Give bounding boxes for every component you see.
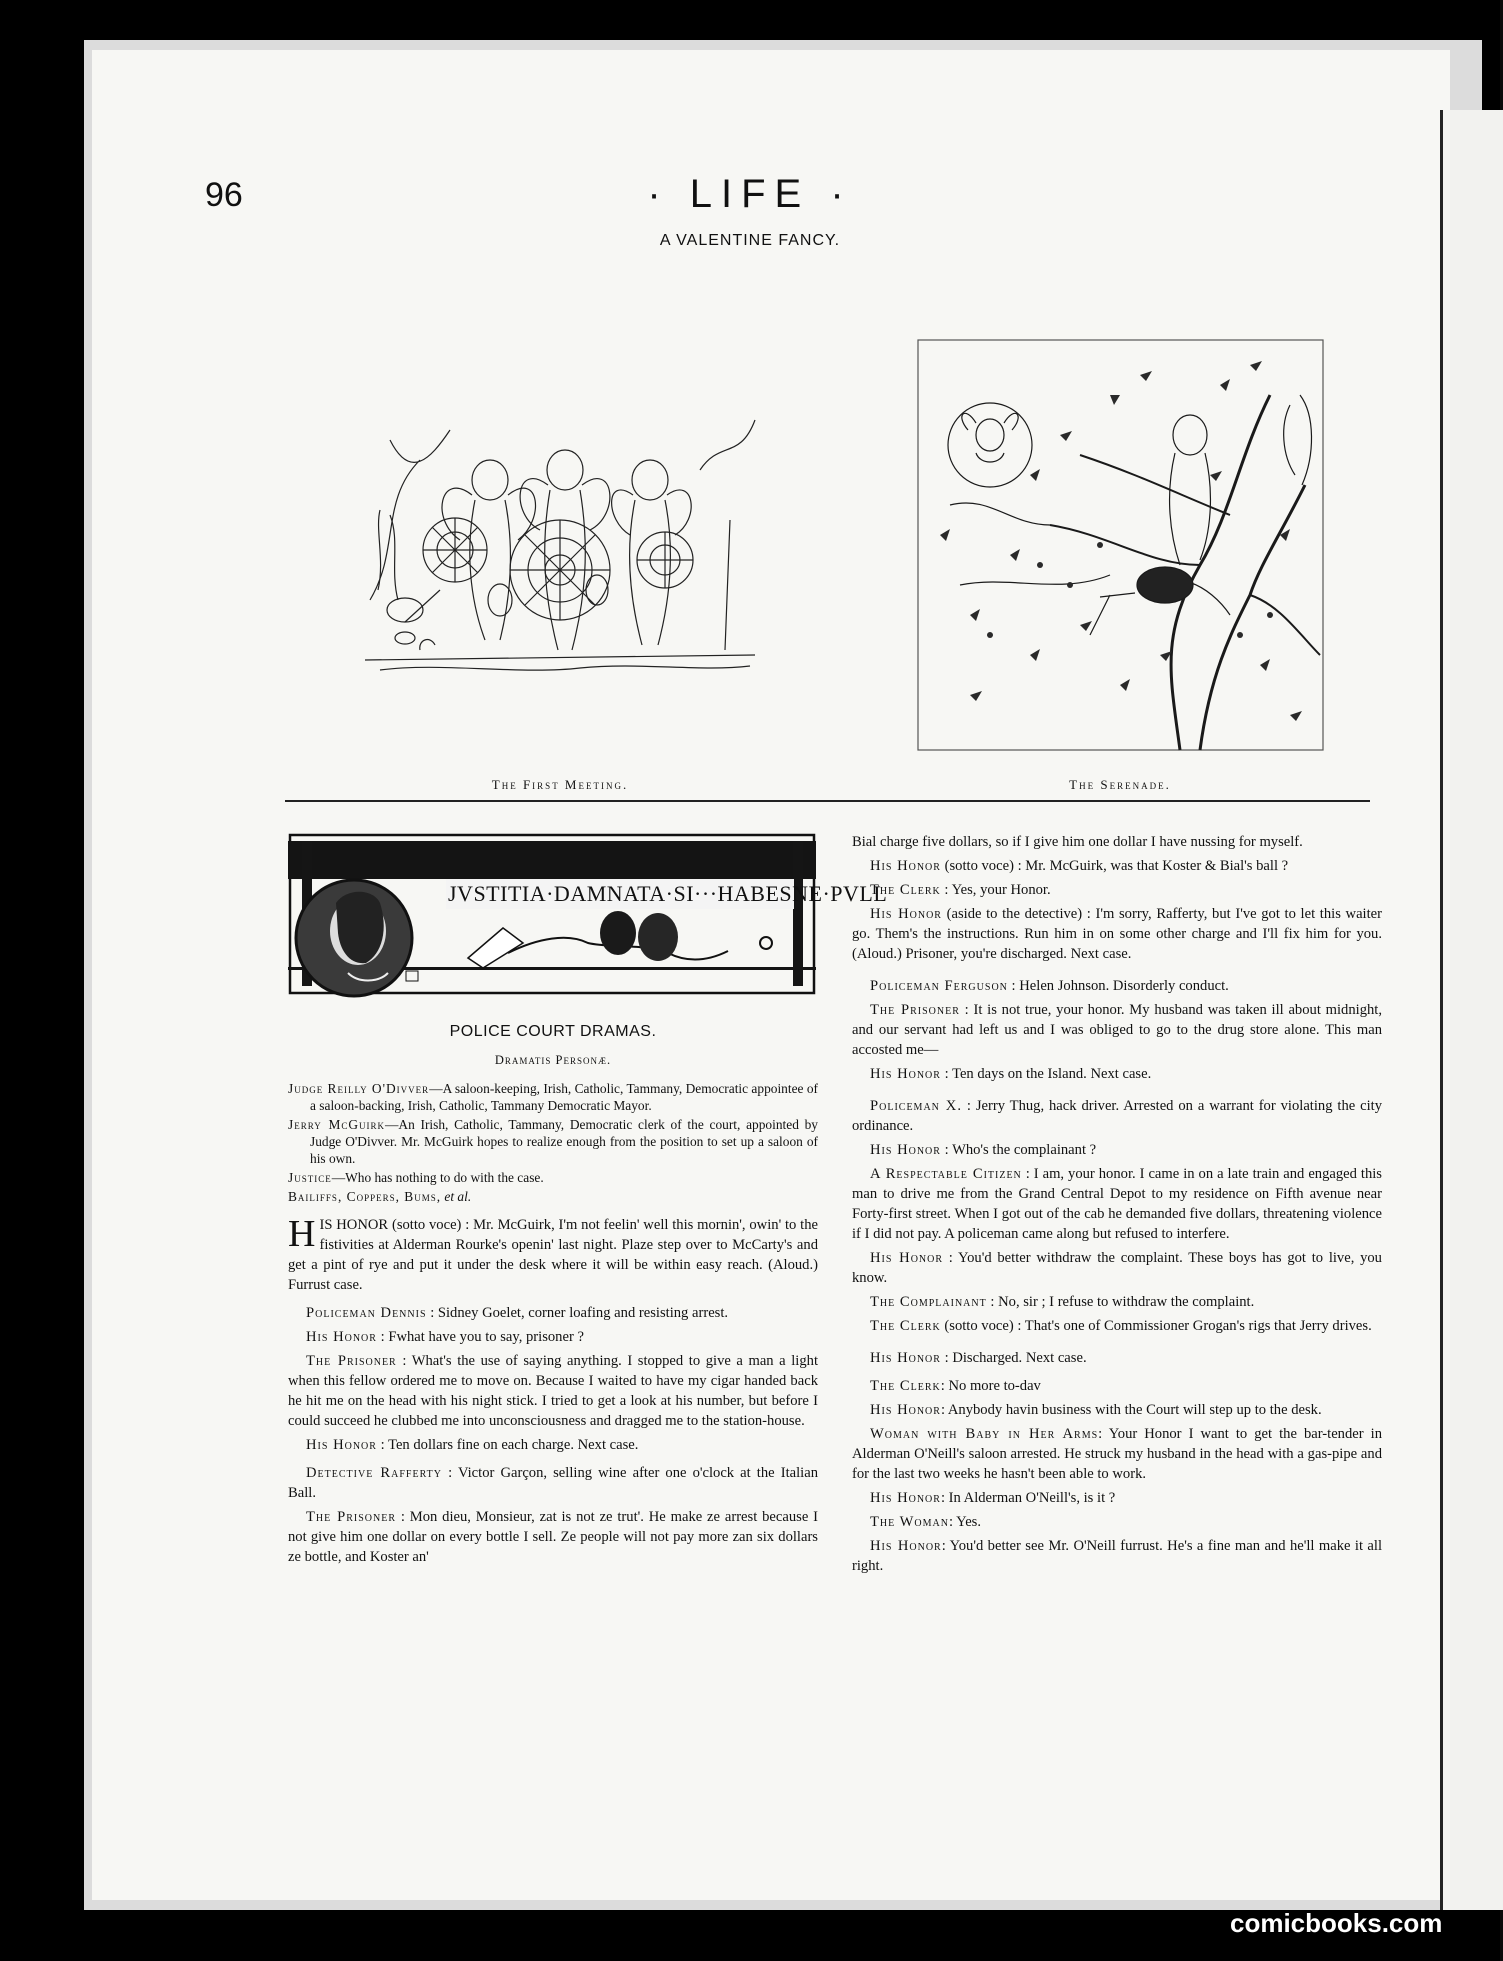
- dialogue-line: His Honor : You'd better withdraw the complaint. These boys has got to live, you know.: [852, 1250, 1382, 1286]
- dialogue-line: His Honor : Discharged. Next case.: [870, 1350, 1087, 1366]
- dramatis-personae-heading: Dramatis Personæ.: [494, 1053, 612, 1067]
- dialogue-line: His Honor: Anybody havin business with the Court will step up to the desk.: [870, 1402, 1322, 1418]
- dialogue-line: His Honor : Ten dollars fine on each charge. Next case.: [306, 1437, 639, 1453]
- illustration-first-meeting: [360, 400, 760, 715]
- dialogue-line: A Respectable Citizen : I am, your honor. I came in on a late train and engaged this man to drive me from the Grand Central Depot to my residence on Fifth avenue near Forty-first street. When I got out of the cab he demanded five dollars, threatening violence if I did not pay. A policeman came along but refused to interfere.: [852, 1166, 1382, 1242]
- dialogue-line: HIS HONOR (sotto voce) : Mr. McGuirk, I'm not feelin' well this mornin', owin' to the fistivities at Alderman Rourke's openin' last night. Plaze step over to McCarty's and get a pint of rye and put it under the desk where it will be within easy reach. (Aloud.) Furrust case.: [288, 1213, 818, 1293]
- facing-page-edge: [1440, 110, 1503, 1910]
- section-rule: [285, 800, 1370, 802]
- court-banner-illustration: [288, 833, 888, 995]
- article-right-column: [852, 832, 1382, 1580]
- cast-entry: Bailiffs, Coppers, Bums, et al.: [288, 1189, 472, 1204]
- masthead-title: · LIFE ·: [647, 172, 853, 216]
- cast-entry: Justice—Who has nothing to do with the case.: [288, 1170, 544, 1185]
- caption-serenade: The Serenade.: [1069, 777, 1171, 792]
- article-left-column: [288, 1022, 818, 1571]
- illustration-serenade: [910, 335, 1330, 755]
- site-watermark: comicbooks.com: [1230, 1908, 1443, 1938]
- dialogue-line: The Clerk : Yes, your Honor.: [870, 882, 1051, 898]
- dialogue-line: The Complainant : No, sir ; I refuse to withdraw the complaint.: [870, 1294, 1255, 1310]
- dialogue-line: His Honor: You'd better see Mr. O'Neill furrust. He's a fine man and he'll make it all right.: [852, 1538, 1382, 1574]
- drop-cap: H: [288, 1213, 316, 1255]
- dialogue-line: His Honor : Who's the complainant ?: [870, 1142, 1097, 1158]
- dialogue-line: Bial charge five dollars, so if I give him one dollar I have nussing for myself.: [852, 834, 1303, 850]
- dialogue-line: His Honor : Ten days on the Island. Next case.: [870, 1066, 1152, 1082]
- page-number: 96: [205, 176, 243, 214]
- dialogue-line: Policeman Ferguson : Helen Johnson. Disorderly conduct.: [870, 978, 1229, 994]
- dialogue-line: The Clerk (sotto voce) : That's one of Commissioner Grogan's rigs that Jerry drives.: [870, 1318, 1372, 1334]
- dialogue-line: The Prisoner : Mon dieu, Monsieur, zat is not ze trut'. He make ze arrest because I not give him one dollar on every bottle I sell. Ze people will not pay more zan six dollars ze bottle, and Koster an': [288, 1509, 819, 1565]
- dialogue-line: The Prisoner : It is not true, your honor. My husband was taken ill about midnight, and our servant had left us and I was obliged to go to the drug store alone. This man accosted me—: [852, 1002, 1382, 1058]
- dialogue-line: Detective Rafferty : Victor Garçon, selling wine after one o'clock at the Italian Ball.: [288, 1465, 818, 1501]
- cast-entry: Jerry McGuirk—An Irish, Catholic, Tammany, Democratic clerk of the court, appointed by Judge O'Divver. Mr. McGuirk hopes to realize enough from the position to set up a saloon of his own.: [288, 1117, 818, 1166]
- caption-first-meeting: The First Meeting.: [491, 777, 629, 792]
- banner-motto: JVSTITIA·DAMNATA·SI···HABESNE·PVLL: [448, 881, 888, 906]
- page-subheading: A VALENTINE FANCY.: [659, 232, 841, 249]
- dialogue-line: His Honor (sotto voce) : Mr. McGuirk, was that Koster & Bial's ball ?: [870, 858, 1289, 874]
- article-title: POLICE COURT DRAMAS.: [449, 1023, 657, 1040]
- dialogue-line: His Honor : Fwhat have you to say, prisoner ?: [306, 1329, 584, 1345]
- dialogue-line: Woman with Baby in Her Arms: Your Honor I want to get the bar-tender in Alderman O'Neill's saloon arrested. He struck my husband in the head with a gas-pipe and for the last two weeks he hasn't been able to work.: [852, 1426, 1382, 1482]
- dialogue-line: His Honor: In Alderman O'Neill's, is it ?: [870, 1490, 1116, 1506]
- dialogue-line: The Prisoner : What's the use of saying anything. I stopped to give a man a light when this fellow ordered me to move on. Because I waited to have my cigar handed back he hit me on the head with his night stick. I tried to get a look at his number, but before I could succeed he clubbed me into unconsciousness and dragged me to the station-house.: [288, 1353, 819, 1429]
- dialogue-line: Policeman Dennis : Sidney Goelet, corner loafing and resisting arrest.: [306, 1305, 729, 1321]
- dialogue-line: Policeman X. : Jerry Thug, hack driver. Arrested on a warrant for violating the city ordinance.: [852, 1098, 1383, 1134]
- dialogue-line: His Honor (aside to the detective) : I'm sorry, Rafferty, but I've got to let this waiter go. Them's the instructions. Run him in on some other charge and I'll fix him for you. (Aloud.) Prisoner, you're discharged. Next case.: [852, 906, 1382, 962]
- cast-entry: Judge Reilly O'Divver—A saloon-keeping, Irish, Catholic, Tammany, Democratic appointee of a saloon-backing, Irish, Catholic, Tammany Democratic Mayor.: [288, 1081, 818, 1113]
- dialogue-line: The Clerk: No more to-dav: [870, 1378, 1041, 1394]
- dialogue-line: The Woman: Yes.: [870, 1514, 982, 1530]
